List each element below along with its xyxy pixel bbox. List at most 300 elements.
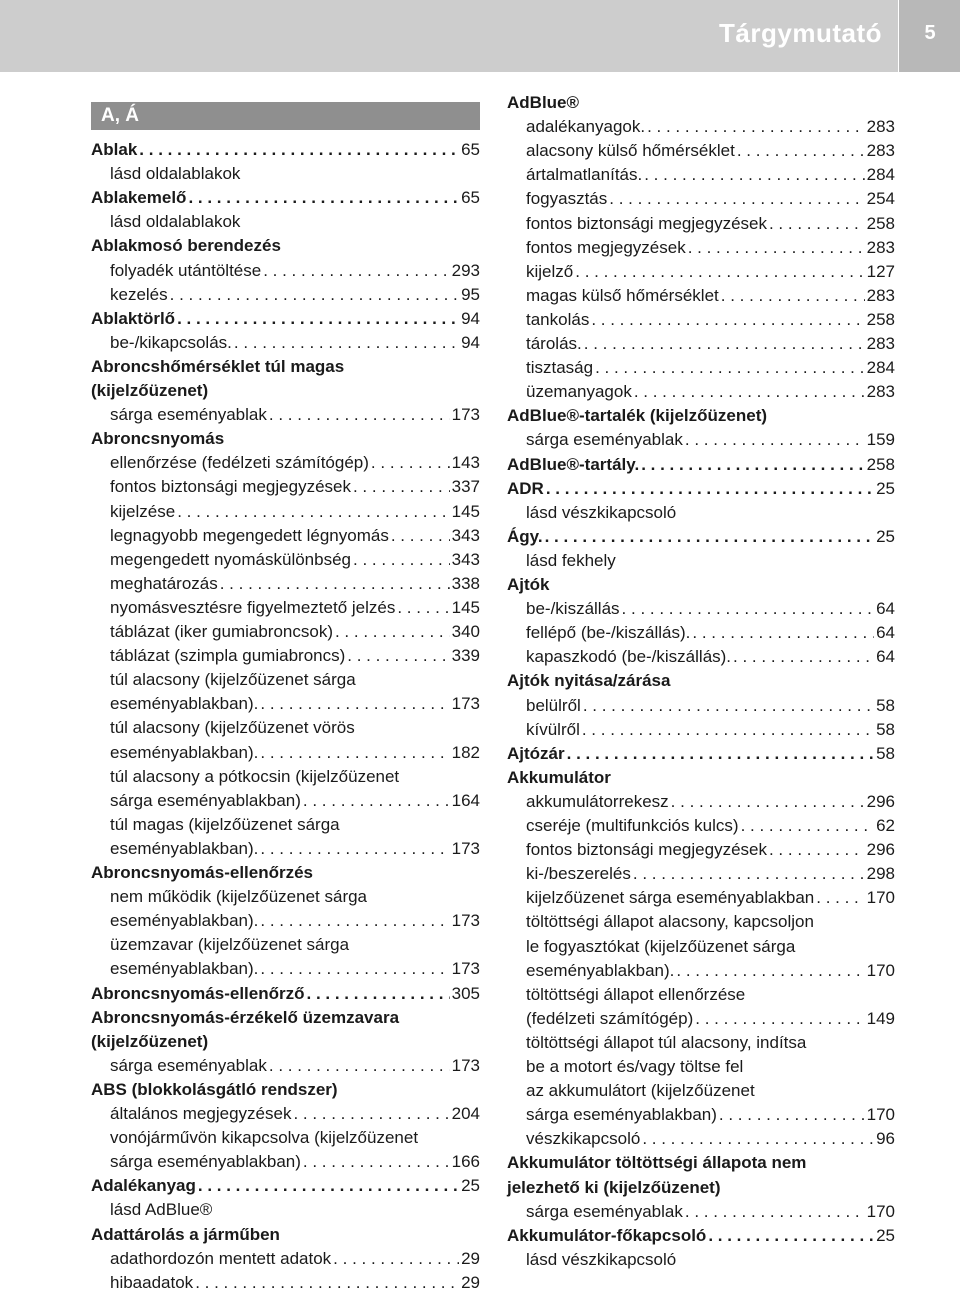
page-ref: 283 [866, 382, 895, 402]
dot-leader [644, 163, 864, 187]
dot-leader [695, 1007, 864, 1031]
entry-text: (fedélzeti számítógép) [526, 1008, 694, 1028]
dot-leader [546, 477, 874, 501]
index-subentry [526, 983, 895, 1007]
entry-text: tankolás [526, 309, 590, 329]
entry-text: Ablakmosó berendezés [91, 236, 281, 256]
index-subentry [110, 813, 480, 837]
dot-leader [333, 1247, 459, 1271]
entry-text: eseményablakban). [110, 742, 259, 762]
entry-text: fontos biztonsági megjegyzések [110, 477, 351, 497]
index-entry [91, 234, 480, 258]
dot-leader [676, 959, 864, 983]
index-subentry [526, 115, 895, 139]
dot-leader [641, 453, 864, 477]
entry-text: kapaszkodó (be-/kiszállás). [526, 647, 732, 667]
entry-text: Abroncsnyomás-ellenőrző [91, 983, 305, 1003]
entry-text: Akkumulátor [507, 767, 611, 787]
page-ref: 95 [461, 284, 480, 304]
index-subentry [526, 549, 895, 573]
entry-text: lásd vészkikapcsoló [526, 502, 677, 522]
index-subentry [526, 236, 895, 260]
page-ref: 94 [461, 332, 480, 352]
entry-text: le fogyasztókat (kijelzőüzenet sárga [526, 936, 796, 956]
index-subentry [526, 428, 895, 452]
entry-text: magas külső hőmérséklet [526, 285, 719, 305]
page-ref: 296 [866, 791, 895, 811]
index-subentry [110, 620, 480, 644]
entry-text: Abroncshőmérséklet túl magas [91, 356, 345, 376]
index-subentry [526, 645, 895, 669]
page-ref: 143 [451, 453, 480, 473]
index-subentry [526, 1031, 895, 1055]
index-subentry [526, 1055, 895, 1079]
entry-text: töltöttségi állapot túl alacsony, indítsa [526, 1032, 807, 1052]
page-ref: 58 [876, 695, 895, 715]
index-subentry [110, 475, 480, 499]
dot-leader [177, 500, 449, 524]
dot-leader [260, 741, 449, 765]
entry-text: AdBlue®-tartály. [507, 454, 640, 474]
entry-text: eseményablakban). [110, 694, 259, 714]
page-ref: 284 [866, 358, 895, 378]
entry-text: lásd vészkikapcsoló [526, 1249, 677, 1269]
index-subentry [110, 909, 480, 933]
dot-leader [260, 692, 449, 716]
index-subentry [110, 789, 480, 813]
index-subentry [526, 621, 895, 645]
dot-leader [263, 259, 449, 283]
index-subentry [526, 139, 895, 163]
page-ref: 145 [451, 597, 480, 617]
page-ref: 25 [876, 526, 895, 546]
dot-leader [642, 1127, 874, 1151]
index-subentry [110, 524, 480, 548]
entry-text: be-/kikapcsolás. [110, 332, 232, 352]
index-subentry [110, 644, 480, 668]
index-subentry [526, 356, 895, 380]
index-subentry [110, 1247, 480, 1271]
page-ref: 283 [866, 334, 895, 353]
dot-leader [303, 1150, 450, 1174]
dot-leader [335, 620, 450, 644]
index-subentry [526, 163, 895, 187]
entry-text: vészkikapcsoló [526, 1129, 641, 1149]
entry-text: legnagyobb megengedett légnyomás [110, 525, 389, 545]
entry-text: túl alacsony (kijelzőüzenet vörös [110, 718, 355, 738]
dot-leader [353, 548, 450, 572]
entry-text: sárga eseményablakban) [526, 1105, 717, 1125]
index-subentry [110, 259, 480, 283]
index-subentry [526, 380, 895, 404]
dot-leader [195, 1271, 459, 1295]
page-ref: 29 [461, 1248, 480, 1268]
dot-leader [307, 982, 450, 1006]
index-subentry [526, 1007, 895, 1031]
index-subentry [526, 597, 895, 621]
page-ref: 283 [866, 285, 895, 305]
page-ref: 65 [461, 188, 480, 208]
page-ref: 166 [451, 1152, 480, 1172]
index-subentry [526, 814, 895, 838]
index-subentry [110, 716, 480, 740]
dot-leader [733, 645, 874, 669]
index-subentry [110, 837, 480, 861]
index-subentry [526, 284, 895, 308]
dot-leader [816, 886, 864, 910]
index-subentry [110, 1054, 480, 1078]
entry-text: fontos megjegyzések [526, 237, 686, 257]
index-subentry [110, 500, 480, 524]
index-entry [91, 379, 480, 403]
index-entry [507, 766, 895, 790]
entry-text: be-/kiszállás [526, 599, 620, 619]
index-subentry [526, 790, 895, 814]
index-subentry [110, 1198, 480, 1222]
dot-leader [671, 790, 865, 814]
dot-leader [269, 1054, 450, 1078]
index-subentry [526, 910, 895, 934]
page-ref: 337 [451, 477, 480, 497]
page-ref: 25 [876, 478, 895, 498]
entry-text: ki-/beszerelés [526, 864, 631, 884]
entry-text: kijelző [526, 261, 574, 281]
page-ref: 258 [866, 309, 895, 329]
index-entry [91, 982, 480, 1006]
index-subentry [110, 403, 480, 427]
index-subentry [110, 1150, 480, 1174]
entry-text: sárga eseményablakban) [110, 790, 301, 810]
dot-leader [545, 525, 875, 549]
index-subentry [110, 283, 480, 307]
index-entry [91, 355, 480, 379]
entry-text: lásd AdBlue® [110, 1200, 213, 1220]
dot-leader [391, 524, 450, 548]
index-entry [507, 742, 895, 766]
entry-text: ADR [507, 478, 544, 498]
entry-text: eseményablakban). [110, 959, 259, 979]
index-subentry [110, 210, 480, 234]
index-subentry [110, 1271, 480, 1295]
entry-text: AdBlue®-tartalék (kijelzőüzenet) [507, 406, 768, 426]
page-ref: 293 [451, 260, 480, 280]
index-subentry [526, 332, 895, 356]
entry-text: megengedett nyomáskülönbség [110, 549, 351, 569]
entry-text: Adalékanyag [91, 1176, 196, 1196]
page-ref: 173 [451, 694, 480, 714]
page-ref: 65 [461, 140, 480, 159]
entry-text: Abroncsnyomás [91, 429, 225, 449]
dot-leader [685, 428, 865, 452]
dot-leader [582, 718, 874, 742]
entry-text: (kijelzőüzenet) [91, 381, 209, 400]
page-ref: 173 [451, 911, 480, 931]
page-ref: 283 [866, 141, 895, 161]
index-subentry [526, 1103, 895, 1127]
index-entry [507, 453, 895, 477]
page-ref: 338 [451, 573, 480, 593]
dot-leader [234, 331, 459, 355]
index-subentry [110, 596, 480, 620]
page-ref: 164 [451, 790, 480, 810]
entry-text: Abroncsnyomás-ellenőrzés [91, 863, 314, 882]
entry-text: lásd oldalablakok [110, 164, 241, 184]
index-entry [507, 91, 895, 115]
entry-text: Akkumulátor töltöttségi állapota nem [507, 1153, 807, 1173]
dot-leader [303, 789, 450, 813]
index-subentry [526, 187, 895, 211]
entry-text: túl magas (kijelzőüzenet sárga [110, 814, 340, 834]
index-entry [91, 1030, 480, 1054]
entry-text: lásd fekhely [526, 550, 616, 570]
dot-leader [293, 1102, 449, 1126]
dot-leader [708, 1224, 874, 1248]
index-entry [91, 1223, 480, 1247]
index-subentry [110, 957, 480, 981]
index-subentry [526, 212, 895, 236]
entry-text: sárga eseményablak [110, 405, 267, 425]
dot-leader [609, 187, 864, 211]
entry-text: cseréje (multifunkciós kulcs) [526, 816, 739, 835]
dot-leader [575, 260, 864, 284]
dot-leader [353, 475, 450, 499]
entry-text: Abroncsnyomás-érzékelő üzemzavara [91, 1007, 400, 1027]
entry-text: az akkumulátort (kijelzőüzenet [526, 1081, 755, 1101]
dot-leader [692, 621, 874, 645]
page-ref: 149 [866, 1008, 895, 1028]
page-ref: 340 [451, 622, 480, 641]
dot-leader [583, 694, 874, 718]
entry-text: eseményablakban). [526, 960, 675, 980]
entry-text: adalékanyagok. [526, 117, 646, 137]
entry-text: eseményablakban). [110, 838, 259, 858]
section-header: A, Á [91, 102, 480, 130]
page-ref: 182 [451, 742, 480, 762]
entry-text: túl alacsony (kijelzőüzenet sárga [110, 670, 356, 690]
dot-leader [260, 837, 449, 861]
entry-text: (kijelzőüzenet) [91, 1031, 209, 1051]
entry-text: táblázat (iker gumiabroncsok) [110, 622, 333, 641]
index-subentry [526, 694, 895, 718]
entry-text: folyadék utántöltése [110, 260, 262, 280]
page-ref: 170 [866, 888, 895, 908]
index-entry [91, 861, 480, 885]
index-entry [507, 573, 895, 597]
index-subentry [526, 1127, 895, 1151]
page-ref: 25 [461, 1176, 480, 1196]
index-subentry [526, 838, 895, 862]
page-ref: 339 [451, 646, 480, 666]
index-subentry [110, 572, 480, 596]
dot-leader [737, 139, 865, 163]
dot-leader [769, 212, 865, 236]
page-ref: 173 [451, 405, 480, 425]
page-ref: 254 [866, 189, 895, 209]
page-ref: 305 [451, 983, 480, 1003]
index-subentry [110, 1102, 480, 1126]
dot-leader [170, 283, 459, 307]
index-subentry [526, 886, 895, 910]
index-subentry [526, 501, 895, 525]
page-ref: 258 [866, 213, 895, 233]
index-subentry [110, 451, 480, 475]
header-bar [0, 0, 960, 72]
index-entry [507, 477, 895, 501]
entry-text: ellenőrzése (fedélzeti számítógép) [110, 453, 369, 473]
dot-leader [188, 186, 459, 210]
entry-text: sárga eseményablak [110, 1055, 267, 1075]
dot-leader [397, 596, 449, 620]
dot-leader [269, 403, 450, 427]
page-ref: 343 [451, 549, 480, 569]
index-entry [91, 1174, 480, 1198]
dot-leader [721, 284, 865, 308]
entry-text: Ablakemelő [91, 188, 187, 208]
page-ref: 25 [876, 1225, 895, 1245]
entry-text: tisztaság [526, 358, 594, 378]
entry-text: akkumulátorrekesz [526, 791, 669, 811]
page-ref: 159 [866, 430, 895, 450]
entry-text: adathordozón mentett adatok [110, 1248, 332, 1268]
dot-leader [260, 909, 449, 933]
entry-text: Ajtók nyitása/zárása [507, 671, 671, 691]
entry-text: túl alacsony a pótkocsin (kijelzőüzenet [110, 766, 400, 786]
dot-leader [591, 308, 864, 332]
dot-leader [177, 307, 459, 331]
index-entry [91, 1078, 480, 1102]
index-subentry [526, 1200, 895, 1224]
entry-text: sárga eseményablak [526, 430, 683, 450]
entry-text: hibaadatok [110, 1272, 194, 1292]
entry-text: fogyasztás [526, 189, 608, 209]
index-subentry [110, 331, 480, 355]
dot-leader [741, 814, 875, 838]
dot-leader [719, 1103, 865, 1127]
dot-leader [260, 957, 449, 981]
page-ref: 284 [866, 165, 895, 185]
entry-text: Ajtózár [507, 743, 565, 763]
index-subentry [110, 1126, 480, 1150]
entry-text: AdBlue® [507, 93, 580, 112]
page-ref: 170 [866, 1105, 895, 1125]
page-ref: 29 [461, 1272, 480, 1292]
page-number: 5 [924, 22, 936, 44]
entry-text: általános megjegyzések [110, 1104, 292, 1123]
dot-leader [685, 1200, 865, 1224]
index-subentry [526, 1248, 895, 1272]
page-title: Tárgymutató [719, 18, 882, 48]
entry-text: jelezhető ki (kijelzőüzenet) [507, 1177, 721, 1197]
page-ref: 283 [866, 237, 895, 257]
index-entry [91, 307, 480, 331]
index-subentry [526, 718, 895, 742]
dot-leader [633, 862, 865, 886]
index-subentry [526, 935, 895, 959]
dot-leader [688, 236, 865, 260]
entry-text: alacsony külső hőmérséklet [526, 141, 735, 161]
entry-text: kijelzése [110, 501, 176, 521]
page-ref: 343 [451, 525, 480, 545]
dot-leader [584, 332, 865, 356]
entry-text: kívülről [526, 719, 580, 739]
index-subentry [526, 862, 895, 886]
page-ref: 96 [876, 1129, 895, 1149]
index-subentry [526, 308, 895, 332]
entry-text: belülről [526, 695, 581, 715]
index-subentry [110, 765, 480, 789]
entry-text: Akkumulátor-főkapcsoló [507, 1225, 707, 1245]
index-entry [91, 186, 480, 210]
page-ref: 296 [866, 840, 895, 860]
index-subentry [110, 548, 480, 572]
entry-text: ártalmatlanítás. [526, 165, 643, 185]
entry-text: táblázat (szimpla gumiabroncs) [110, 646, 346, 666]
dot-leader [220, 572, 450, 596]
page-ref: 170 [866, 960, 895, 980]
entry-text: meghatározás [110, 573, 218, 593]
entry-text: fontos biztonsági megjegyzések [526, 213, 767, 233]
index-subentry [526, 1079, 895, 1103]
index-entry [507, 1224, 895, 1248]
dot-leader [634, 380, 865, 404]
page-ref: 145 [451, 501, 480, 521]
index-subentry [110, 692, 480, 716]
page-ref: 64 [876, 647, 895, 667]
index-subentry [110, 668, 480, 692]
entry-text: Ajtók [507, 575, 550, 594]
page-ref: 173 [451, 1055, 480, 1075]
dot-leader [769, 838, 865, 862]
entry-text: kezelés [110, 284, 168, 304]
page-ref: 258 [866, 454, 895, 474]
entry-text: üzemanyagok [526, 382, 632, 402]
page-ref: 62 [876, 816, 895, 835]
index-subentry [526, 959, 895, 983]
entry-text: ABS (blokkolásgátló rendszer) [91, 1079, 338, 1099]
entry-text: sárga eseményablak [526, 1201, 683, 1221]
page-ref: 64 [876, 623, 895, 643]
index-subentry [110, 933, 480, 957]
page-ref: 204 [451, 1104, 480, 1123]
dot-leader [647, 115, 865, 139]
page-ref: 94 [461, 308, 480, 328]
entry-text: vonójárművön kikapcsolva (kijelzőüzenet [110, 1128, 419, 1148]
entry-text: nyomásvesztésre figyelmeztető jelzés [110, 597, 396, 617]
entry-text: üzemzavar (kijelzőüzenet sárga [110, 935, 350, 955]
page-number-box [898, 0, 960, 72]
dot-leader [371, 451, 450, 475]
entry-text: fellépő (be-/kiszállás). [526, 623, 691, 643]
index-subentry [110, 162, 480, 186]
dot-leader [622, 597, 875, 621]
index-subentry [526, 260, 895, 284]
page-ref: 127 [866, 261, 895, 281]
page-ref: 173 [451, 959, 480, 979]
index-entry [91, 138, 480, 162]
page-ref: 58 [876, 719, 895, 739]
entry-text: tárolás. [526, 334, 582, 353]
entry-text: lásd oldalablakok [110, 212, 241, 232]
index-subentry [110, 741, 480, 765]
entry-text: fontos biztonsági megjegyzések [526, 840, 767, 860]
dot-leader [198, 1174, 459, 1198]
index-entry [507, 525, 895, 549]
page-ref: 170 [866, 1201, 895, 1221]
index-entry [91, 427, 480, 451]
index-entry [91, 1006, 480, 1030]
dot-leader [347, 644, 449, 668]
index-entry [507, 404, 895, 428]
